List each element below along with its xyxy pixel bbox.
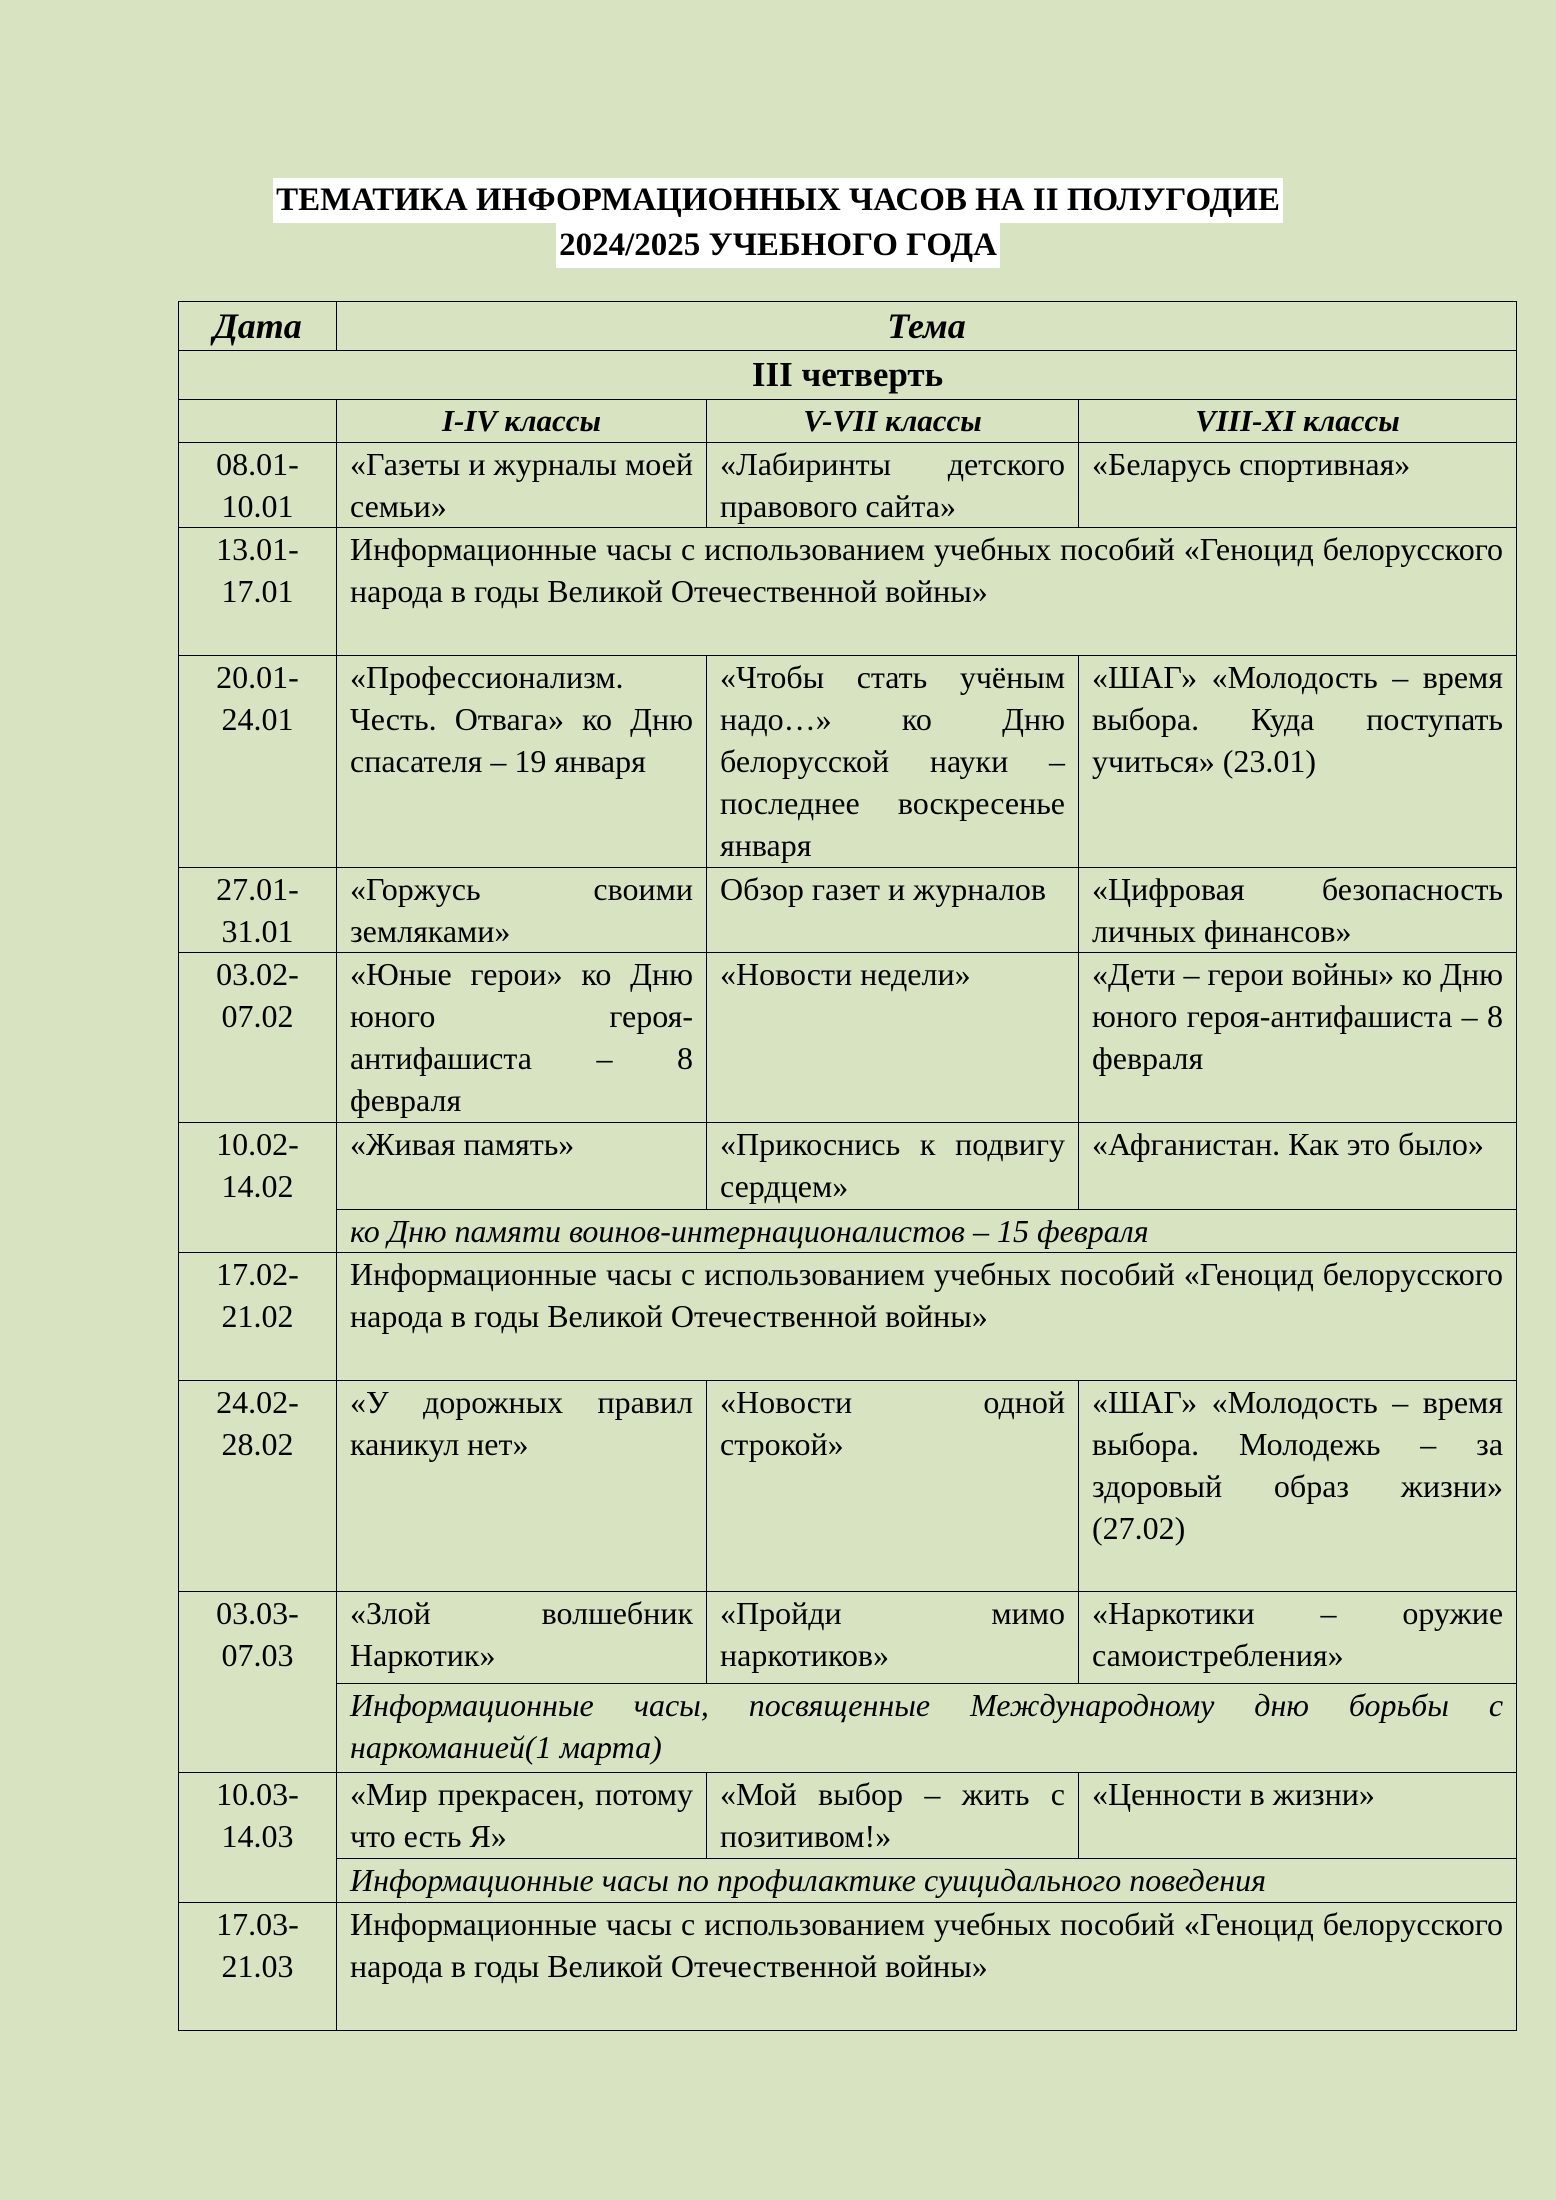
note-cell: Информационные часы по профилактике суицидального поведения [337, 1859, 1517, 1903]
date-cell: 08.01-10.01 [179, 443, 337, 528]
date-cell: 24.02-28.02 [179, 1381, 337, 1592]
quarter-label: III четверть [179, 351, 1517, 400]
column-header-5-7: V-VII классы [707, 400, 1079, 443]
topic-cell-8-11: «Наркотики – оружие самоистребления» [1079, 1592, 1517, 1684]
table-note-row [179, 1859, 1517, 1903]
topic-cell-8-11: «Дети – герои войны» ко Дню юного героя-антифашиста – 8 февраля [1079, 953, 1517, 1123]
empty-header-cell [179, 400, 337, 443]
topic-cell-5-7: «Чтобы стать учёным надо…» ко Дню белорусской науки – последнее воскресенье января [707, 656, 1079, 868]
topic-cell-5-7: «Пройди мимо наркотиков» [707, 1592, 1079, 1684]
header-topic: Тема [337, 302, 1517, 351]
quarter-row [179, 351, 1517, 400]
topic-cell-all-classes: Информационные часы с использованием учебных пособий «Геноцид белорусского народа в годы Великой Отечественной войны» [337, 528, 1517, 656]
topic-cell-5-7: «Прикоснись к подвигу сердцем» [707, 1123, 1079, 1210]
columns-header-row [179, 400, 1517, 443]
column-header-1-4: I-IV классы [337, 400, 707, 443]
topic-cell-8-11: «ШАГ» «Молодость – время выбора. Куда поступать учиться» (23.01) [1079, 656, 1517, 868]
topic-cell-5-7: Обзор газет и журналов [707, 868, 1079, 953]
topic-cell-1-4: «Профессионализм. Честь. Отвага» ко Дню спасателя – 19 января [337, 656, 707, 868]
note-cell: ко Дню памяти воинов-интернационалистов – 15 февраля [337, 1210, 1517, 1253]
topic-cell-5-7: «Новости одной строкой» [707, 1381, 1079, 1592]
column-header-8-11: VIII-XI классы [1079, 400, 1517, 443]
table-header-row [179, 302, 1517, 351]
topic-cell-8-11: «Цифровая безопасность личных финансов» [1079, 868, 1517, 953]
topic-cell-1-4: «Мир прекрасен, потому что есть Я» [337, 1773, 707, 1859]
topic-cell-1-4: «Живая память» [337, 1123, 707, 1210]
date-cell: 17.03-21.03 [179, 1903, 337, 2031]
date-cell: 17.02-21.02 [179, 1253, 337, 1381]
topic-cell-5-7: «Лабиринты детского правового сайта» [707, 443, 1079, 528]
table-row [179, 656, 1517, 868]
table-row [179, 1773, 1517, 1859]
date-cell: 03.02-07.02 [179, 953, 337, 1123]
table-row [179, 1592, 1517, 1684]
table-row [179, 528, 1517, 656]
topic-cell-8-11: «ШАГ» «Молодость – время выбора. Молодежь – за здоровый образ жизни» (27.02) [1079, 1381, 1517, 1592]
topic-cell-1-4: «У дорожных правил каникул нет» [337, 1381, 707, 1592]
schedule-table [178, 301, 1517, 2031]
table-note-row [179, 1210, 1517, 1253]
note-cell: Информационные часы, посвященные Международному дню борьбы с наркоманией(1 марта) [337, 1684, 1517, 1773]
table-row [179, 953, 1517, 1123]
topic-cell-8-11: «Беларусь спортивная» [1079, 443, 1517, 528]
table-row [179, 1253, 1517, 1381]
table-row [179, 1381, 1517, 1592]
table-row [179, 868, 1517, 953]
document-title [0, 178, 1556, 268]
topic-cell-8-11: «Афганистан. Как это было» [1079, 1123, 1517, 1210]
table-note-row [179, 1684, 1517, 1773]
table-row [179, 1903, 1517, 2031]
table-row [179, 443, 1517, 528]
topic-cell-8-11: «Ценности в жизни» [1079, 1773, 1517, 1859]
topic-cell-1-4: «Юные герои» ко Дню юного героя-антифашиста – 8 февраля [337, 953, 707, 1123]
date-cell: 10.03-14.03 [179, 1773, 337, 1903]
topic-cell-5-7: «Новости недели» [707, 953, 1079, 1123]
topic-cell-all-classes: Информационные часы с использованием учебных пособий «Геноцид белорусского народа в годы Великой Отечественной войны» [337, 1253, 1517, 1381]
table-row [179, 1123, 1517, 1210]
topic-cell-1-4: «Газеты и журналы моей семьи» [337, 443, 707, 528]
date-cell: 03.03-07.03 [179, 1592, 337, 1773]
date-cell: 10.02-14.02 [179, 1123, 337, 1253]
date-cell: 27.01-31.01 [179, 868, 337, 953]
topic-cell-1-4: «Горжусь своими земляками» [337, 868, 707, 953]
topic-cell-all-classes: Информационные часы с использованием учебных пособий «Геноцид белорусского народа в годы Великой Отечественной войны» [337, 1903, 1517, 2031]
title-line-2: 2024/2025 УЧЕБНОГО ГОДА [556, 223, 1000, 268]
date-cell: 13.01-17.01 [179, 528, 337, 656]
title-line-1: ТЕМАТИКА ИНФОРМАЦИОННЫХ ЧАСОВ НА II ПОЛУГОДИЕ [273, 178, 1283, 223]
date-cell: 20.01-24.01 [179, 656, 337, 868]
topic-cell-1-4: «Злой волшебник Наркотик» [337, 1592, 707, 1684]
header-date: Дата [179, 302, 337, 351]
topic-cell-5-7: «Мой выбор – жить с позитивом!» [707, 1773, 1079, 1859]
